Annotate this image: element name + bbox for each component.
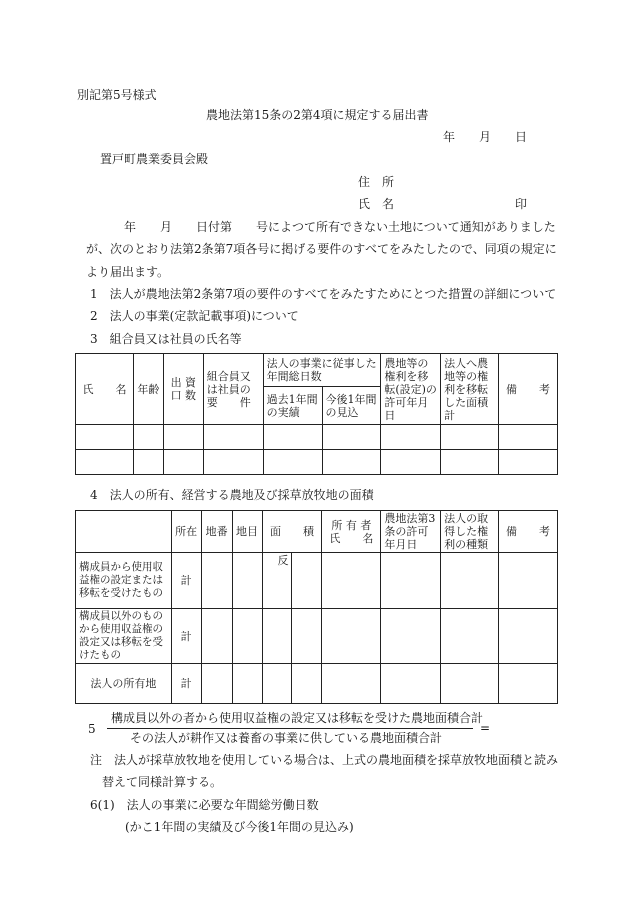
body-line-3: より届出ます。 [86, 265, 170, 279]
item-3: 3 組合員又は社員の氏名等 [90, 332, 242, 346]
addressee: 置戸町農業委員会殿 [100, 152, 209, 166]
header-permit-date: 農地等の権利を移転(設定)の許可年月日 [381, 354, 441, 425]
header-remarks: 備 考 [499, 354, 558, 425]
row-label-owned: 法人の所有地 [76, 664, 172, 704]
note-line-1: 注 法人が採草放牧地を使用している場合は、上式の農地面積を採草放牧地面積と読み [90, 753, 559, 767]
header-requirement: 組合員又は社員の要 件 [203, 354, 263, 425]
item-1: 1 法人が農地法第2条第7項の要件のすべてをみたすためにとつた措置の詳細について [90, 287, 557, 301]
header-name: 氏 名 [76, 354, 134, 425]
header-area: 面 積 [262, 511, 322, 553]
row-label-non-members: 構成員以外のものから使用収益権の設定又は移転を受けたもの [76, 609, 172, 664]
land-table [75, 510, 558, 704]
table-row [76, 609, 558, 664]
members-table [75, 353, 558, 475]
item-5-equals: = [480, 721, 491, 735]
total-cell: 計 [171, 609, 201, 664]
seal-mark: 印 [515, 197, 528, 211]
body-line-2: が、次のとおり法第2条第7項各号に掲げる要件のすべてをみたしたので、同項の規定に [86, 242, 557, 256]
total-cell: 計 [171, 553, 201, 609]
item-6-sub: (かこ1年間の実績及び今後1年間の見込み) [125, 820, 354, 834]
note-line-2: 替えて同様計算する。 [102, 775, 223, 789]
table-row [76, 425, 558, 450]
header-permit-date: 農地法第3条の許可年月日 [381, 511, 441, 553]
item-5-numerator: 構成員以外の者から使用収益権の設定又は移転を受けた農地面積合計 [111, 711, 484, 725]
fraction-line [107, 728, 473, 729]
table-row [76, 450, 558, 475]
header-remarks: 備 考 [498, 511, 557, 553]
header-days-past: 過去1年間の実績 [263, 387, 322, 425]
table-row [76, 553, 558, 609]
header-capital: 出 資 口 数 [163, 354, 203, 425]
form-number: 別記第5号様式 [77, 88, 157, 102]
header-days-next: 今後1年間の見込 [322, 387, 381, 425]
document-title: 農地法第15条の2第4項に規定する届出書 [206, 108, 429, 122]
header-owner: 所 有 者 氏 名 [322, 511, 381, 553]
header-lot: 地番 [201, 511, 232, 553]
item-4: 4 法人の所有、経営する農地及び採草放牧地の面積 [90, 488, 374, 502]
body-line-1: 年 月 日付第 号によつて所有できない土地について通知がありました [124, 220, 556, 234]
header-work-days: 法人の事業に従事した年間総日数 [263, 354, 381, 387]
row-label-members: 構成員から使用収益権の設定または移転を受けたもの [76, 553, 172, 609]
header-category: 地目 [232, 511, 262, 553]
item-5-denominator: その法人が耕作又は養畜の事業に供している農地面積合計 [130, 731, 443, 745]
date-line: 年 月 日 [443, 130, 528, 144]
header-transfer-area: 法人へ農地等の権利を移転した面積計 [441, 354, 499, 425]
item-5-number: 5 [88, 722, 96, 736]
total-cell: 計 [171, 664, 201, 704]
header-location: 所在 [171, 511, 201, 553]
name-label: 氏 名 [358, 197, 395, 211]
table-row [76, 664, 558, 704]
address-label: 住 所 [358, 175, 395, 189]
item-6: 6(1) 法人の事業に必要な年間総労働日数 [90, 798, 319, 812]
header-right-type: 法人の取得した権利の種類 [441, 511, 499, 553]
unit-tan: 反 [262, 553, 292, 609]
header-age: 年齢 [133, 354, 163, 425]
item-2: 2 法人の事業(定款記載事項)について [90, 309, 299, 323]
